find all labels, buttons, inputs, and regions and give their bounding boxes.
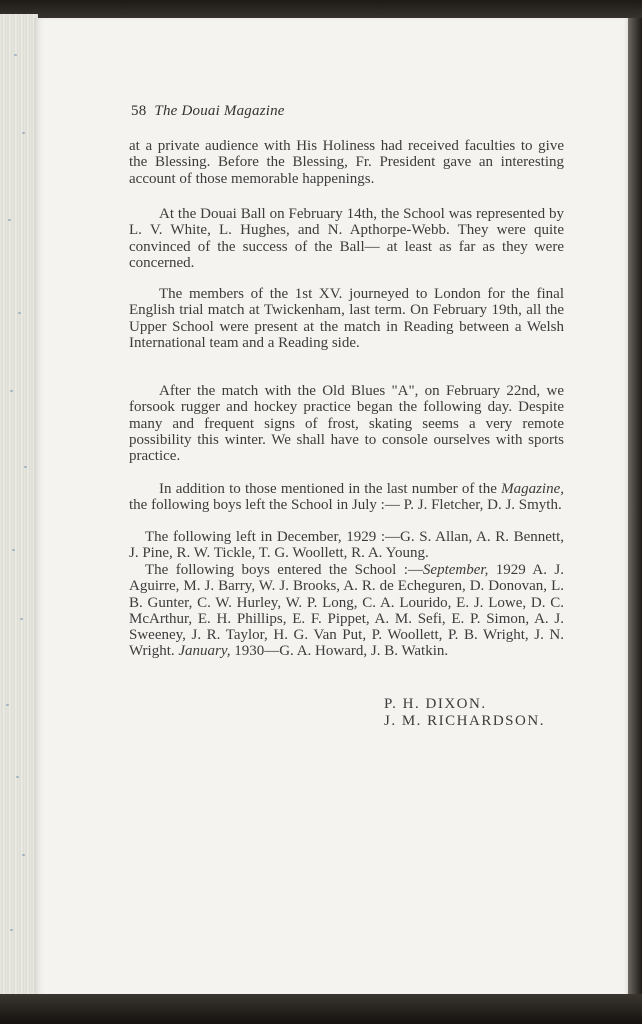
book-right-edge — [628, 18, 642, 998]
paragraph-5-text — [129, 481, 564, 514]
facing-page-edge — [0, 14, 38, 998]
paragraph-3-text: The members of the 1st XV. journeyed to London for the final English trial match at Twickenham, last term. On February 19th, all the Upper School were present at the match in Reading between a Welsh International team and a Reading side. — [129, 286, 564, 351]
signature-2: J. M. RICHARDSON. — [384, 713, 545, 729]
paragraph-5 — [129, 481, 564, 514]
paragraph-7-part-a: The following boys entered the School :— — [145, 562, 423, 578]
paragraph-6 — [129, 529, 564, 562]
paragraph-2 — [129, 206, 564, 271]
january-italic: January, — [178, 643, 231, 660]
paragraph-1-text: at a private audience with His Holiness had received faculties to give the Blessing. Before the Blessing, Fr. President gave an interesting account of those memorable happenings. — [129, 138, 564, 187]
paragraph-7-part-c: 1930—G. A. Howard, J. B. Watkin. — [234, 643, 449, 660]
paragraph-3 — [129, 286, 564, 351]
page-number: 58 — [131, 103, 147, 119]
running-head — [131, 103, 285, 120]
paragraph-7-part-b: 1929 A. J. Aguirre, M. J. Barry, W. J. Brooks, A. R. de Echeguren, D. Donovan, L. B. Gunter, C. W. Hurley, W. P. Long, C. A. Lourido, E. J. Lowe, D. C. McArthur, E. H. Phillips, E. F. Pippet, A. M. Sefi, E. P. Simon, A. J. Sweeney, J. R. Taylor, H. G. Van Put, P. Woollett, P. B. Wright, J. N. Wright. — [129, 562, 565, 660]
september-italic: September, — [422, 562, 489, 578]
paragraph-7 — [129, 562, 564, 660]
paragraph-7-text — [129, 562, 564, 660]
book-top-edge — [0, 0, 642, 20]
signature-1: P. H. DIXON. — [384, 696, 487, 712]
paragraph-5-part-a: In addition to those mentioned in the last number of the — [159, 481, 497, 497]
publication-title: The Douai Magazine — [154, 103, 285, 119]
paragraph-4-text: After the match with the Old Blues "A", on February 22nd, we forsook rugger and hockey practice began the following day. Despite many and frequent signs of frost, skating seems a very remote possibility this winter. We shall have to console ourselves with sports practice. — [129, 383, 564, 465]
book-bottom-edge — [0, 994, 642, 1024]
paragraph-1 — [129, 138, 564, 187]
paragraph-4 — [129, 383, 564, 464]
paragraph-6-text: The following left in December, 1929 :—G. S. Allan, A. R. Bennett, J. Pine, R. W. Tickle, T. G. Woollett, R. A. Young. — [129, 529, 564, 562]
paragraph-5-part-b: the following boys left the School in July :— P. J. Fletcher, D. J. Smyth. — [129, 497, 562, 514]
paragraph-2-text: At the Douai Ball on February 14th, the School was represented by L. V. White, L. Hughes, and N. Apthorpe-Webb. They were quite convinced of the success of the Ball— at least as far as they were concerned. — [129, 206, 564, 271]
magazine-italic: Magazine, — [501, 481, 564, 497]
